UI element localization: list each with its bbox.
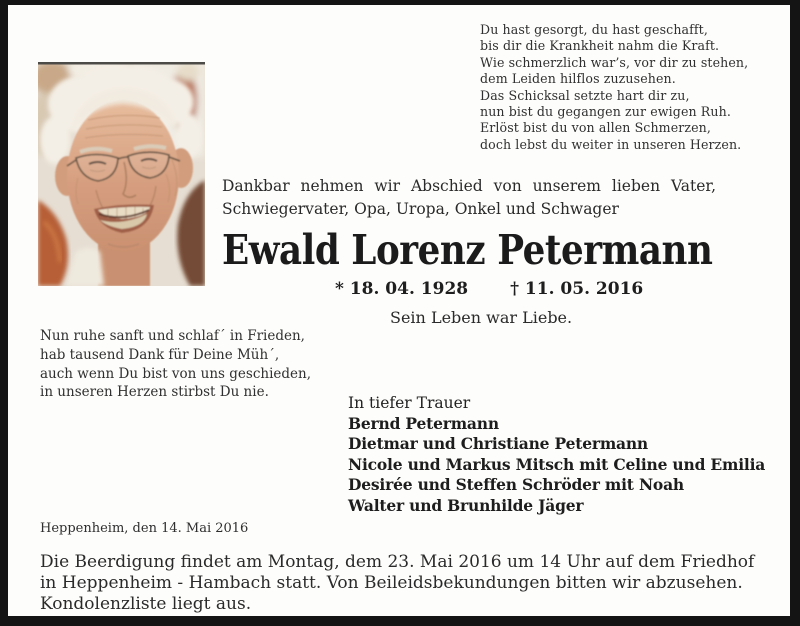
mourners-intro: In tiefer Trauer	[348, 394, 471, 412]
poem-line: Wie schmerzlich war’s, vor dir zu stehen,	[480, 54, 749, 70]
funeral-line: Kondolenzliste liegt aus.	[40, 594, 252, 614]
mourners-block	[348, 393, 765, 517]
portrait-photo-drawing	[38, 62, 205, 286]
poem-left	[40, 327, 311, 402]
intro-line: Schwiegervater, Opa, Uropa, Onkel und Schwager	[222, 199, 619, 218]
funeral-line: Die Beerdigung findet am Montag, dem 23. Mai 2016 um 14 Uhr auf dem Friedhof	[40, 552, 755, 572]
mourner-name: Nicole und Markus Mitsch mit Celine und Emilia	[348, 454, 766, 474]
death-date: † 11. 05. 2016	[510, 279, 644, 299]
poem-line: Erlöst bist du von allen Schmerzen,	[480, 120, 711, 136]
poem-line: hab tausend Dank für Deine Müh´,	[40, 346, 280, 363]
mourner-name: Bernd Petermann	[348, 413, 499, 433]
mourner-name: Desirée und Steffen Schröder mit Noah	[348, 475, 684, 495]
poem-line: Du hast gesorgt, du hast geschafft,	[480, 22, 708, 37]
place-dateline: Heppenheim, den 14. Mai 2016	[40, 521, 249, 536]
birth-date: * 18. 04. 1928	[335, 279, 469, 299]
poem-line: Das Schicksal setzte hart dir zu,	[480, 87, 690, 103]
poem-line: auch wenn Du bist von uns geschieden,	[40, 365, 312, 382]
poem-line: Nun ruhe sanft und schlaf´ in Frieden,	[40, 328, 305, 344]
poem-line: nun bist du gegangen zur ewigen Ruh.	[480, 104, 731, 120]
poem-line: doch lebst du weiter in unseren Herzen.	[480, 136, 742, 152]
poem-line: in unseren Herzen stirbst Du nie.	[40, 384, 269, 401]
poem-top-right	[480, 22, 748, 153]
poem-line: dem Leiden hilflos zuzusehen.	[480, 71, 676, 87]
intro-line: Dankbar nehmen wir Abschied von unserem lieben Vater,	[222, 177, 716, 195]
portrait-photo	[38, 62, 205, 286]
mourner-name: Walter und Brunhilde Jäger	[348, 495, 584, 515]
funeral-line: in Heppenheim - Hambach statt. Von Beileidsbekundungen bitten wir abzusehen.	[40, 573, 743, 593]
motto-line: Sein Leben war Liebe.	[390, 308, 573, 327]
life-dates	[335, 279, 643, 299]
photo-warm-tint	[38, 62, 205, 286]
intro-paragraph	[222, 175, 716, 220]
mourner-name: Dietmar und Christiane Petermann	[348, 434, 649, 454]
funeral-info	[40, 552, 754, 615]
deceased-name: Ewald Lorenz Petermann	[222, 226, 713, 274]
poem-line: bis dir die Krankheit nahm die Kraft.	[480, 38, 720, 54]
notice-paper	[8, 5, 790, 616]
